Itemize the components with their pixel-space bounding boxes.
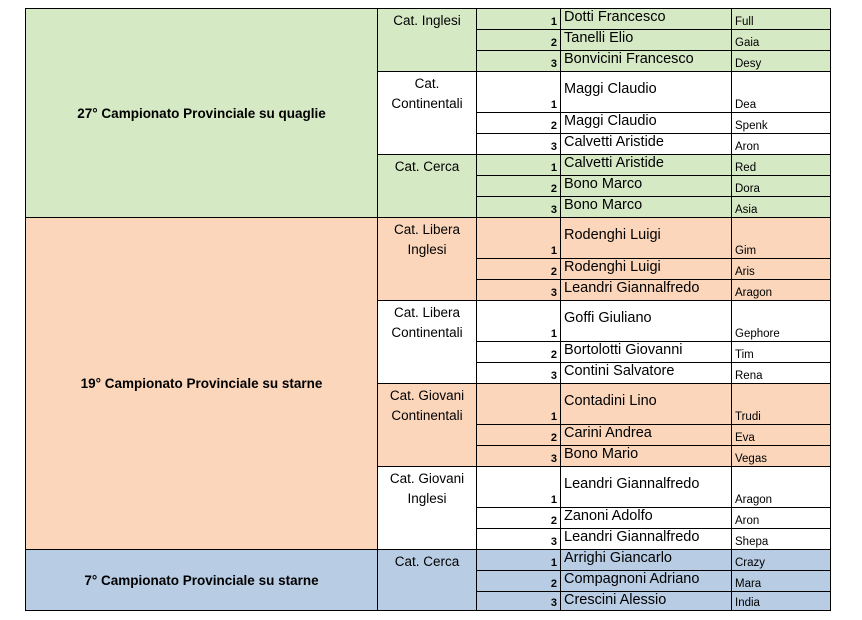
dog-name: Aragon xyxy=(732,280,831,301)
championship-title: 7° Campionato Provinciale su starne xyxy=(26,550,378,611)
rank-number: 3 xyxy=(477,197,561,218)
dog-name: Shepa xyxy=(732,529,831,550)
competitor-name: Rodenghi Luigi xyxy=(561,218,732,259)
rank-number: 2 xyxy=(477,571,561,592)
dog-name: Aragon xyxy=(732,467,831,508)
results-table xyxy=(25,8,831,611)
rank-number: 1 xyxy=(477,467,561,508)
competitor-name: Maggi Claudio xyxy=(561,113,732,134)
competitor-name: Arrighi Giancarlo xyxy=(561,550,732,571)
competitor-name: Contadini Lino xyxy=(561,384,732,425)
dog-name: Eva xyxy=(732,425,831,446)
dog-name: Dea xyxy=(732,72,831,113)
rank-number: 3 xyxy=(477,592,561,611)
dog-name: Gephore xyxy=(732,301,831,342)
dog-name: Gim xyxy=(732,218,831,259)
table-row xyxy=(26,218,831,259)
rank-number: 1 xyxy=(477,9,561,30)
competitor-name: Compagnoni Adriano xyxy=(561,571,732,592)
dog-name: Vegas xyxy=(732,446,831,467)
championship-title: 19° Campionato Provinciale su starne xyxy=(26,218,378,550)
rank-number: 2 xyxy=(477,259,561,280)
rank-number: 1 xyxy=(477,550,561,571)
category-label: Cat. Continentali xyxy=(378,72,477,155)
category-label: Cat. Inglesi xyxy=(378,9,477,72)
rank-number: 3 xyxy=(477,280,561,301)
dog-name: Full xyxy=(732,9,831,30)
rank-number: 3 xyxy=(477,529,561,550)
competitor-name: Calvetti Aristide xyxy=(561,155,732,176)
competitor-name: Contini Salvatore xyxy=(561,363,732,384)
competitor-name: Tanelli Elio xyxy=(561,30,732,51)
rank-number: 1 xyxy=(477,301,561,342)
competitor-name: Bono Mario xyxy=(561,446,732,467)
rank-number: 3 xyxy=(477,51,561,72)
competitor-name: Leandri Giannalfredo xyxy=(561,280,732,301)
rank-number: 3 xyxy=(477,446,561,467)
competitor-name: Bortolotti Giovanni xyxy=(561,342,732,363)
dog-name: Mara xyxy=(732,571,831,592)
competitor-name: Rodenghi Luigi xyxy=(561,259,732,280)
dog-name: Dora xyxy=(732,176,831,197)
rank-number: 2 xyxy=(477,176,561,197)
rank-number: 3 xyxy=(477,134,561,155)
category-label: Cat. Cerca xyxy=(378,155,477,218)
dog-name: Asia xyxy=(732,197,831,218)
competitor-name: Leandri Giannalfredo xyxy=(561,467,732,508)
competitor-name: Calvetti Aristide xyxy=(561,134,732,155)
rank-number: 3 xyxy=(477,363,561,384)
rank-number: 1 xyxy=(477,155,561,176)
competitor-name: Goffi Giuliano xyxy=(561,301,732,342)
rank-number: 2 xyxy=(477,30,561,51)
dog-name: Tim xyxy=(732,342,831,363)
dog-name: Rena xyxy=(732,363,831,384)
dog-name: Aron xyxy=(732,508,831,529)
category-label: Cat. Giovani Inglesi xyxy=(378,467,477,550)
competitor-name: Bonvicini Francesco xyxy=(561,51,732,72)
competitor-name: Bono Marco xyxy=(561,176,732,197)
dog-name: Crazy xyxy=(732,550,831,571)
table-row xyxy=(26,9,831,30)
dog-name: India xyxy=(732,592,831,611)
rank-number: 2 xyxy=(477,113,561,134)
competitor-name: Carini Andrea xyxy=(561,425,732,446)
dog-name: Spenk xyxy=(732,113,831,134)
competitor-name: Bono Marco xyxy=(561,197,732,218)
dog-name: Gaia xyxy=(732,30,831,51)
dog-name: Desy xyxy=(732,51,831,72)
competitor-name: Maggi Claudio xyxy=(561,72,732,113)
category-label: Cat. Cerca xyxy=(378,550,477,611)
category-label: Cat. Libera Inglesi xyxy=(378,218,477,301)
rank-number: 1 xyxy=(477,72,561,113)
championship-title: 27° Campionato Provinciale su quaglie xyxy=(26,9,378,218)
dog-name: Red xyxy=(732,155,831,176)
rank-number: 2 xyxy=(477,508,561,529)
dog-name: Aron xyxy=(732,134,831,155)
category-label: Cat. Giovani Continentali xyxy=(378,384,477,467)
competitor-name: Dotti Francesco xyxy=(561,9,732,30)
dog-name: Aris xyxy=(732,259,831,280)
rank-number: 1 xyxy=(477,384,561,425)
table-row xyxy=(26,550,831,571)
rank-number: 2 xyxy=(477,425,561,446)
dog-name: Trudi xyxy=(732,384,831,425)
rank-number: 1 xyxy=(477,218,561,259)
category-label: Cat. Libera Continentali xyxy=(378,301,477,384)
competitor-name: Leandri Giannalfredo xyxy=(561,529,732,550)
competitor-name: Crescini Alessio xyxy=(561,592,732,611)
competitor-name: Zanoni Adolfo xyxy=(561,508,732,529)
rank-number: 2 xyxy=(477,342,561,363)
